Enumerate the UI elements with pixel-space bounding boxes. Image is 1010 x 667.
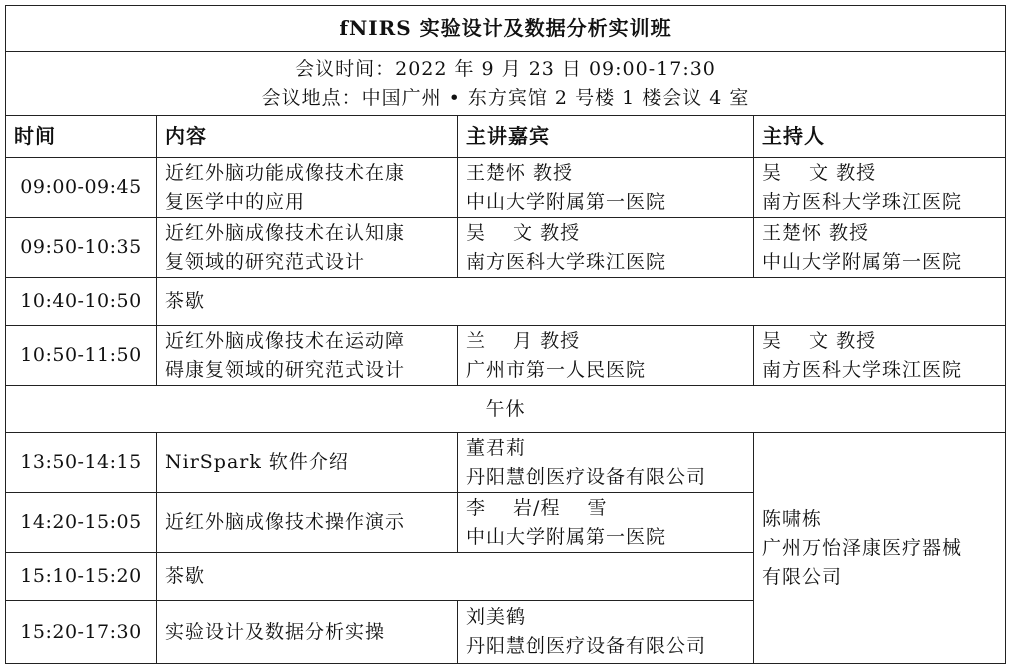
session-content: NirSpark 软件介绍 bbox=[157, 433, 458, 493]
session-time: 10:50-11:50 bbox=[6, 326, 157, 386]
meeting-place: 会议地点：中国广州 • 东方宾馆 2 号楼 1 楼会议 4 室 bbox=[261, 86, 750, 109]
session-time: 09:00-09:45 bbox=[6, 158, 157, 218]
header-speaker: 主讲嘉宾 bbox=[458, 116, 754, 158]
lunch-break: 午休 bbox=[6, 386, 1006, 433]
session-speaker: 李 岩/程 雪 中山大学附属第一医院 bbox=[458, 493, 754, 553]
session-speaker: 吴 文 教授 南方医科大学珠江医院 bbox=[458, 218, 754, 278]
session-content: 近红外脑成像技术操作演示 bbox=[157, 493, 458, 553]
header-host: 主持人 bbox=[754, 116, 1006, 158]
session-content: 近红外脑成像技术在认知康 复领域的研究范式设计 bbox=[157, 218, 458, 278]
info-row bbox=[6, 52, 1006, 116]
session-content: 茶歇 bbox=[157, 553, 754, 601]
meeting-time: 会议时间：2022 年 9 月 23 日 09:00-17:30 bbox=[295, 57, 716, 80]
table-row bbox=[6, 433, 1006, 493]
afternoon-host: 陈啸栋 广州万怡泽康医疗器械 有限公司 bbox=[754, 433, 1006, 664]
session-time: 13:50-14:15 bbox=[6, 433, 157, 493]
title-row bbox=[6, 6, 1006, 52]
table-row bbox=[6, 218, 1006, 278]
event-title: fNIRS 实验设计及数据分析实训班 bbox=[6, 6, 1006, 52]
session-speaker: 董君莉 丹阳慧创医疗设备有限公司 bbox=[458, 433, 754, 493]
session-speaker: 王楚怀 教授 中山大学附属第一医院 bbox=[458, 158, 754, 218]
header-time: 时间 bbox=[6, 116, 157, 158]
session-speaker: 兰 月 教授 广州市第一人民医院 bbox=[458, 326, 754, 386]
header-row bbox=[6, 116, 1006, 158]
table-row bbox=[6, 278, 1006, 326]
session-speaker: 刘美鹤 丹阳慧创医疗设备有限公司 bbox=[458, 601, 754, 664]
table-row bbox=[6, 158, 1006, 218]
schedule-table bbox=[5, 5, 1006, 664]
session-content: 近红外脑功能成像技术在康 复医学中的应用 bbox=[157, 158, 458, 218]
meeting-info bbox=[6, 52, 1006, 116]
session-time: 14:20-15:05 bbox=[6, 493, 157, 553]
session-content: 茶歇 bbox=[157, 278, 1006, 326]
session-host: 王楚怀 教授 中山大学附属第一医院 bbox=[754, 218, 1006, 278]
session-time: 15:20-17:30 bbox=[6, 601, 157, 664]
session-time: 15:10-15:20 bbox=[6, 553, 157, 601]
session-host: 吴 文 教授 南方医科大学珠江医院 bbox=[754, 326, 1006, 386]
session-time: 10:40-10:50 bbox=[6, 278, 157, 326]
session-time: 09:50-10:35 bbox=[6, 218, 157, 278]
session-host: 吴 文 教授 南方医科大学珠江医院 bbox=[754, 158, 1006, 218]
lunch-row bbox=[6, 386, 1006, 433]
header-content: 内容 bbox=[157, 116, 458, 158]
session-content: 近红外脑成像技术在运动障 碍康复领域的研究范式设计 bbox=[157, 326, 458, 386]
session-content: 实验设计及数据分析实操 bbox=[157, 601, 458, 664]
table-row bbox=[6, 326, 1006, 386]
